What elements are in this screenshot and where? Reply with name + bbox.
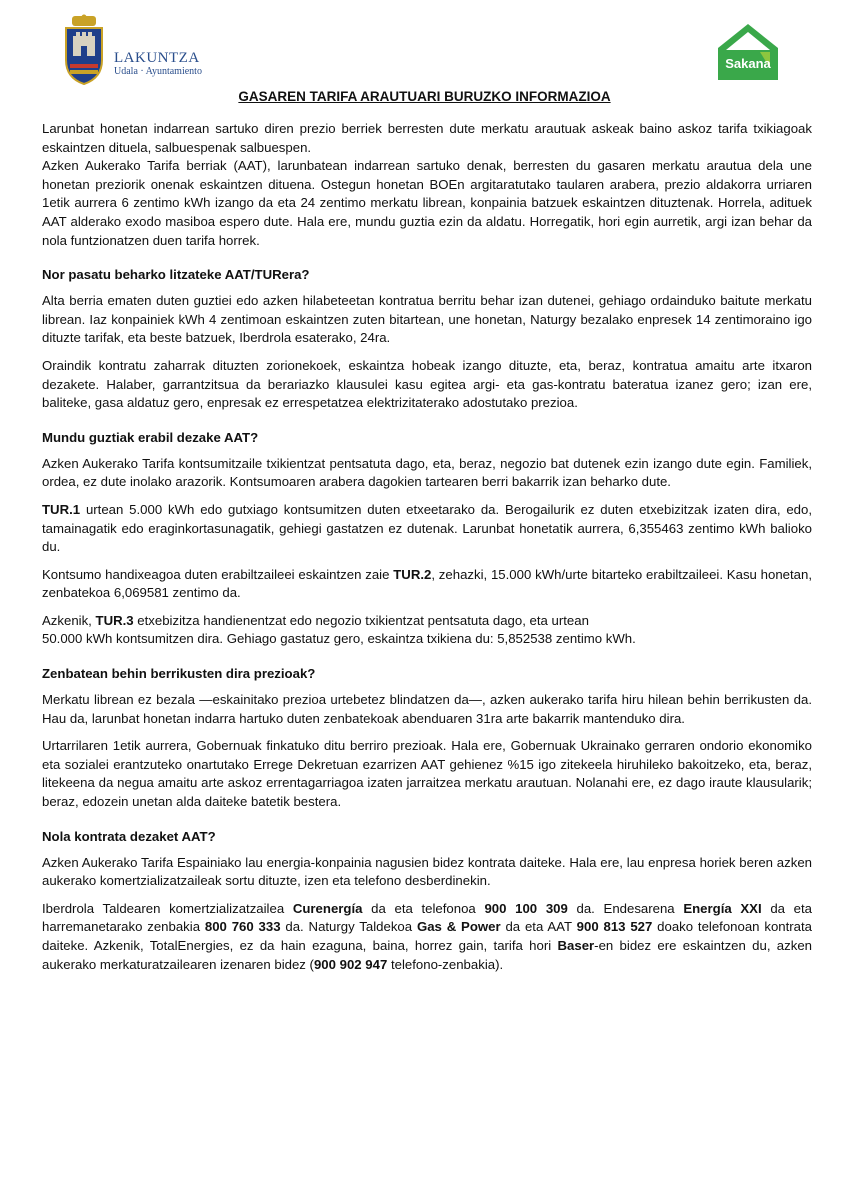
paragraph: Azken Aukerako Tarifa Espainiako lau energia-konpainia nagusien bidez kontrata daiteke. Hala ere, lau enpresa horiek beren azken aukerako komertzializatzaileak sortu dituzte, izen eta telefono desberdinekin. <box>42 854 812 889</box>
section-heading-everyone: Mundu guztiak erabil dezake AAT? <box>42 429 259 445</box>
section-heading-review: Zenbatean behin berrikusten dira prezioak? <box>42 666 316 682</box>
intro-paragraph-1: Larunbat honetan indarrean sartuko diren prezio berriek berresten dute merkatu arautuak askeak baino askoz tarifa txikiagoak eskaintzen dituela, salbuespenak salbuespen. <box>42 121 812 155</box>
phone-energia-xxi: 800 760 333 <box>204 919 281 935</box>
curenergia-name: Curenergía <box>292 900 363 916</box>
contacts-paragraph: Iberdrola Taldearen komertzializatzailea Curenergía da eta telefonoa 900 100 309 da. Endesarena Energía XXI da eta harremanetarako zenbakia 800 760 333 da. Naturgy Taldekoa Gas & Power da eta AAT 900 813 527 doako telefonoan kontrata daiteke. Azkenik, TotalEnergies, ez da hain ezaguna, baina, horrez gain, tarifa hori Baser-en bidez ere eskaintzen du, azken aukerako merkaturatzailearen izenaren bidez (900 902 947 telefono-zenbakia). <box>42 900 812 972</box>
phone-gas-power: 900 813 527 <box>576 919 653 935</box>
baser-name: Baser <box>557 938 595 953</box>
paragraph: Merkatu librean ez bezala —eskainitako prezioa urtebetez blindatzen da—, azken aukerako tarifa hiru hilean behin berrikusten da. Hau da, larunbat honetan indarra hartuko duten zenbatekoak abenduaren 31ra arte bakarrik mantenduko dira. <box>42 692 812 726</box>
org-name: LAKUNTZA <box>114 50 200 66</box>
phone-curenergia: 900 100 309 <box>484 900 568 916</box>
section-heading-contract: Nola kontrata dezaket AAT? <box>42 828 216 844</box>
tur2-label: TUR.2 <box>393 566 432 582</box>
sakana-logo-text: Sakana <box>725 56 771 71</box>
tur1-paragraph: TUR.1 urtean 5.000 kWh edo gutxiago kontsumitzen duten etxeetarako da. Berogailurik ez duten etxebizitzak izaten dira, edo, tamainagatik edo eraginkortasunagatik, gehiegi gastatzen ez dutenak. Larunbat honetatik aurrera, 6,355463 zentimo kWh balioko du. <box>42 501 812 555</box>
tur2-paragraph: Kontsumo handixeagoa duten erabiltzaileei eskaintzen zaie TUR.2, zehazki, 15.000 kWh/urte bitarteko erabiltzaileei. Kasu honetan, zenbatekoa 6,069581 zentimo da. <box>42 566 812 601</box>
lakuntza-logo <box>62 14 232 88</box>
energia-xxi-name: Energía XXI <box>683 900 762 916</box>
tur3-paragraph: Azkenik, TUR.3 etxebizitza handienentzat edo negozio txikientzat pentsatuta dago, eta urtean 50.000 kWh kontsumitzen dira. Gehiago gastatuz gero, eskaintza txikiena du: 5,852538 zentimo kWh. <box>42 612 636 647</box>
house-logo-icon <box>716 22 780 82</box>
org-subtitle: Udala · Ayuntamiento <box>114 66 202 77</box>
document-body <box>42 120 812 983</box>
tur1-label: TUR.1 <box>42 501 81 517</box>
sakana-logo <box>716 22 780 82</box>
paragraph: Alta berria ematen duten guztiei edo azken hilabeteetan kontratua berritu behar izan dutenei, gehiago ordainduko baitute merkatu librean. Iaz konpainiek kWh 4 zentimoan eskaintzen zuten bitartean, une honetan, Naturgy bezalako enpresek 14 zentimoraino igo dituzte tarifak, eta beste batzuek, Iberdrola esaterako, 24ra. <box>42 293 812 346</box>
paragraph: Azken Aukerako Tarifa kontsumitzaile txikientzat pentsatuta dago, eta, beraz, negozio bat dutenek ezin izango dute egin. Familiek, ordea, ez dute inolako arazorik. Kontsumoaren arabera dagokien tartearen berri bakarrik izan beharko dute. <box>42 455 812 490</box>
intro-paragraph-2: Azken Aukerako Tarifa berriak (AAT), larunbatean indarrean sartuko denak, berresten du gasaren merkatu arautua dela une honetan preziorik onenak eskaintzen dituena. Ostegun honetan BOEn argitaratutako taularen arabera, prezio aldakorra urriaren 1etik aurrera 6 zentimo kWh izango da eta 24 zentimo merkatu librean, konpainia batzuek eskaintzen dituztenak. Horrela, adituek AAT alderako exodo masiboa espero dute. Hala ere, mundu guztia ezin da aldatu. Horregatik, hori egin aurretik, argi izan behar da nola funtzionatzen duen tarifa horrek. <box>42 158 812 248</box>
paragraph: Urtarrilaren 1etik aurrera, Gobernuak finkatuko ditu berriro prezioak. Hala ere, Gobernuak Ukrainako gerraren ondorio ekonomiko eta sozialei erantzuteko onartutako Errege Dekretuan ezarrizen AAT gehienez %15 igo zitekeela hiruhileko bakoitzeko, eta, beraz, litekeena da negua amaitu arte askoz errentagarriagoa izaten jarraitzea merkatu arautuan. Nolanahi ere, ez dago iraute klausularik; beraz, edozein unetan alda daiteke batetik bestera. <box>42 738 812 810</box>
tur3-label: TUR.3 <box>95 612 134 628</box>
page-header <box>0 0 849 90</box>
phone-baser: 900 902 947 <box>313 956 388 972</box>
document-title: GASAREN TARIFA ARAUTUARI BURUZKO INFORMAZIOA <box>238 89 611 104</box>
coat-of-arms-icon <box>62 14 106 86</box>
gas-power-name: Gas & Power <box>416 919 501 935</box>
section-heading-who: Nor pasatu beharko litzateke AAT/TURera? <box>42 267 310 283</box>
paragraph: Oraindik kontratu zaharrak dituzten zorionekoek, eskaintza hobeak izango dituzte, eta, beraz, kontratua amaitu arte itxaron dezakete. Halaber, garrantzitsua da berariazko klausulei kasu egitea argi- eta gas-kontratu bateratua izanez gero; izan ere, baliteke, gasa aldatuz gero, enpresak ez errespetatzea elektrizitaterako adostutako prezioa. <box>42 357 812 411</box>
